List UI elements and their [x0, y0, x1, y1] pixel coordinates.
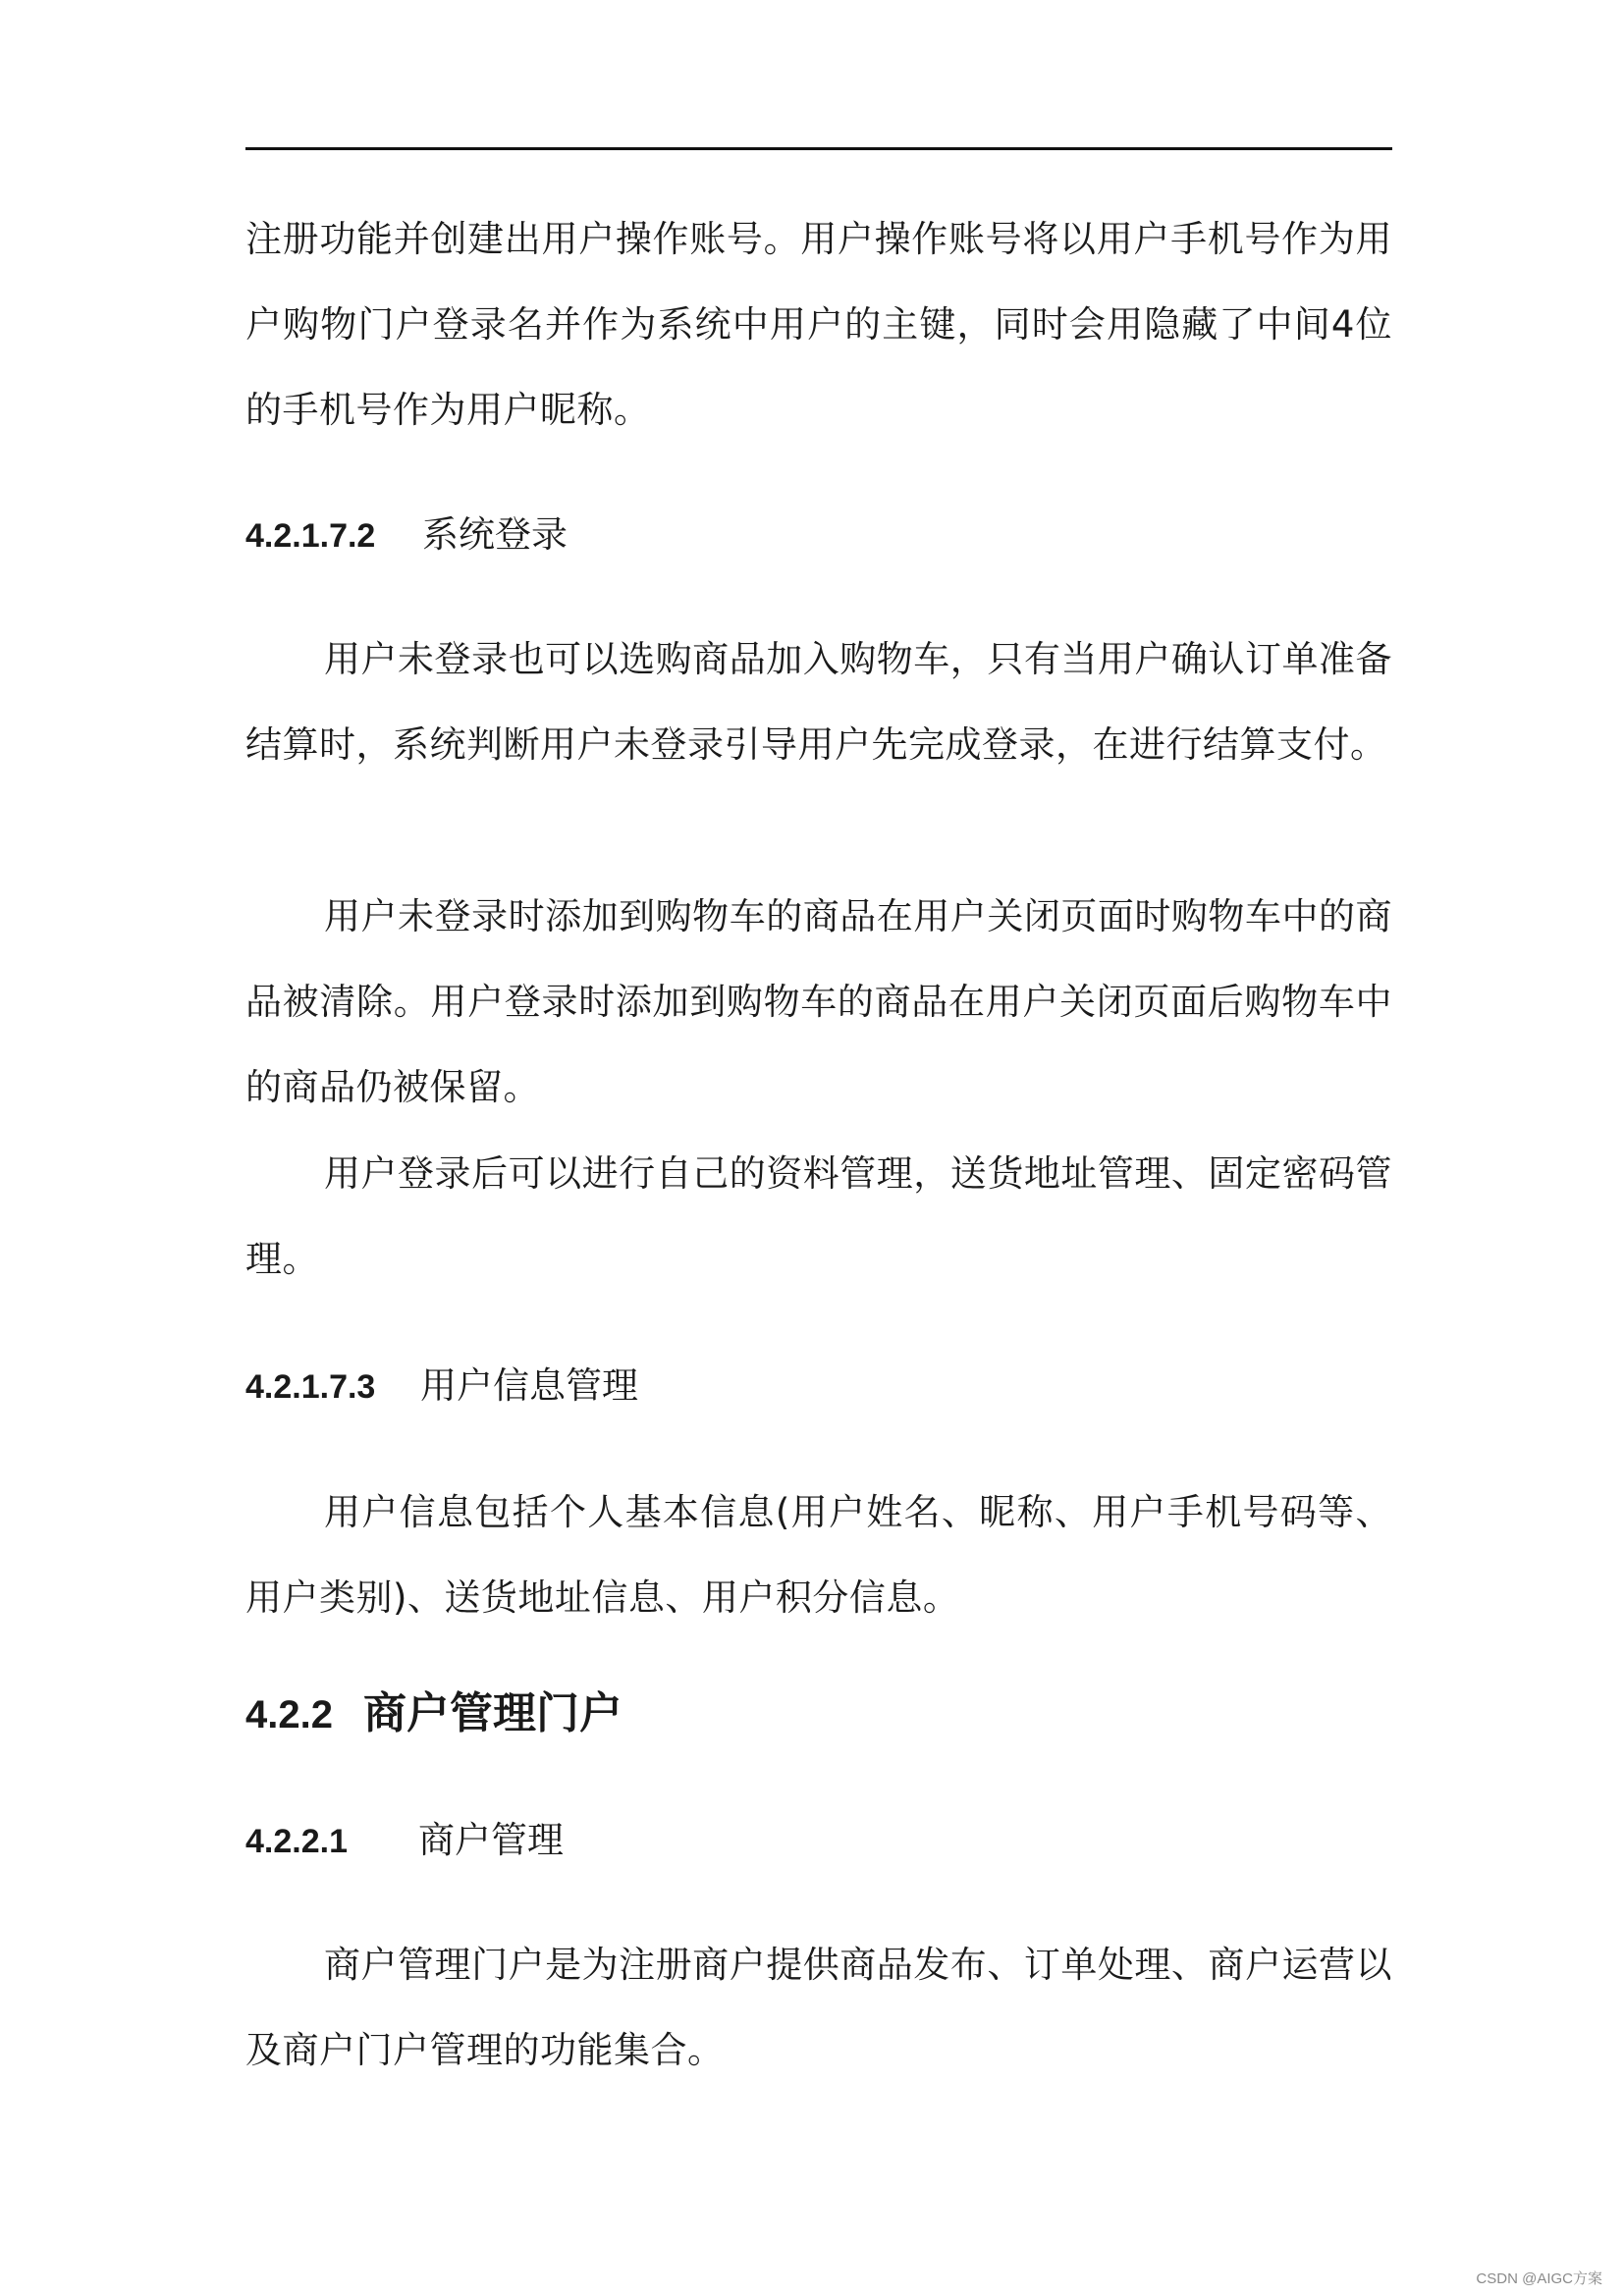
csdn-watermark: CSDN @AIGC方案 [1476, 2270, 1602, 2287]
heading-title: 系统登录 [422, 513, 568, 556]
header-rule [245, 147, 1392, 150]
heading-title: 用户信息管理 [420, 1364, 638, 1407]
heading-title: 商户管理门户 [363, 1688, 623, 1738]
heading-title: 商户管理 [418, 1819, 564, 1861]
heading-user-info-management [245, 1357, 638, 1416]
paragraph-post-login-management: 用户登录后可以进行自己的资料管理，送货地址管理、固定密码管理。 [245, 1152, 1392, 1280]
heading-number: 4.2.2 [245, 1693, 333, 1736]
paragraph-user-info-contents: 用户信息包括个人基本信息(用户姓名、昵称、用户手机号码等、用户类别)、送货地址信息、用户积分信息。 [245, 1491, 1392, 1619]
paragraph-merchant-portal-summary: 商户管理门户是为注册商户提供商品发布、订单处理、商户运营以及商户门户管理的功能集合。 [245, 1944, 1392, 2071]
paragraph-account-creation: 注册功能并创建出用户操作账号。用户操作账号将以用户手机号作为用户购物门户登录名并作为系统中用户的主键，同时会用隐藏了中间4位的手机号作为用户昵称。 [245, 218, 1392, 431]
heading-number: 4.2.2.1 [245, 1823, 348, 1860]
heading-merchant-portal [245, 1680, 623, 1749]
heading-system-login [245, 506, 568, 565]
heading-merchant-management [245, 1811, 564, 1871]
heading-number: 4.2.1.7.3 [245, 1368, 376, 1406]
heading-number: 4.2.1.7.2 [245, 517, 376, 555]
paragraph-cart-behavior: 用户未登录时添加到购物车的商品在用户关闭页面时购物车中的商品被清除。用户登录时添加到购物车的商品在用户关闭页面后购物车中的商品仍被保留。 [245, 895, 1392, 1108]
paragraph-login-flow: 用户未登录也可以选购商品加入购物车，只有当用户确认订单准备结算时，系统判断用户未登录引导用户先完成登录，在进行结算支付。 [245, 638, 1392, 766]
